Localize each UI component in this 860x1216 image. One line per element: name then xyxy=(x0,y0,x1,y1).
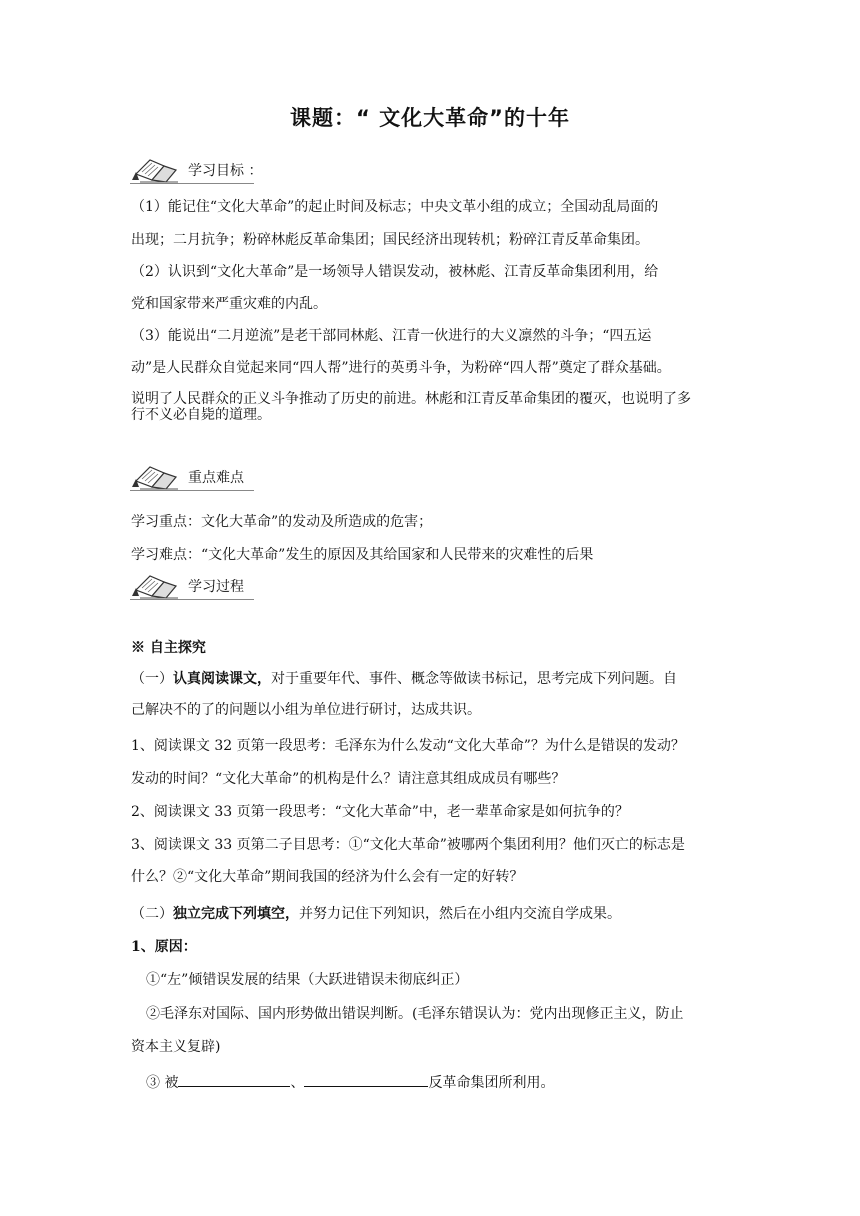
question-line: 3、阅读课文 33 页第二子目思考：①“文化大革命”被哪两个集团利用？他们灭亡的标志是 xyxy=(131,837,685,853)
instruction-emphasis: 认真阅读课文， xyxy=(173,671,271,687)
instruction-line: 己解决不的了的问题以小组为单位进行研讨，达成共识。 xyxy=(131,702,481,718)
instruction-line xyxy=(131,904,621,924)
section-header-process xyxy=(130,568,254,604)
open-book-icon xyxy=(130,568,182,600)
subsection-heading: ※ 自主探究 xyxy=(131,640,206,656)
open-book-icon xyxy=(130,459,182,491)
section-header-key-points xyxy=(130,459,254,495)
question-line: 发动的时间？“文化大革命”的机构是什么？请注意其组成成员有哪些？ xyxy=(131,771,566,787)
key-focus-line: 学习重点：文化大革命”的发动及所造成的危害； xyxy=(131,514,433,530)
section-header-goals xyxy=(130,152,263,188)
open-book-icon xyxy=(130,152,182,184)
instruction-text: 并努力记住下列知识，然后在小组内交流自学成果。 xyxy=(299,906,621,922)
fill-in-blank-1[interactable] xyxy=(178,1071,290,1087)
cause-item: ②毛泽东对国际、国内形势做出错误判断。(毛泽东错误认为：党内出现修正主义，防止 xyxy=(146,1006,684,1022)
instruction-line xyxy=(131,669,677,689)
section-label: 学习目标 ： xyxy=(188,163,263,179)
goal-line: 动”是人民群众自觉起来同“四人帮”进行的英勇斗争，为粉碎“四人帮”奠定了群众基础。 xyxy=(131,360,671,376)
instruction-text: 对于重要年代、事件、概念等做读书标记，思考完成下列问题。自 xyxy=(271,671,677,687)
goal-line: 党和国家带来严重灾难的内乱。 xyxy=(131,296,327,312)
section-divider xyxy=(130,183,254,184)
instruction-emphasis: 独立完成下列填空， xyxy=(173,906,299,922)
instruction-prefix: （二） xyxy=(131,906,173,922)
cause-heading: 1、原因： xyxy=(131,939,197,955)
fill-in-separator: 、 xyxy=(290,1075,305,1091)
question-line: 2、阅读课文 33 页第一段思考：“文化大革命”中，老一辈革命家是如何抗争的？ xyxy=(131,804,629,820)
cause-item: 资本主义复辟) xyxy=(131,1039,221,1055)
goal-line: 说明了人民群众的正义斗争推动了历史的前进。林彪和江青反革命集团的覆灭，也说明了多 xyxy=(131,391,691,407)
section-divider xyxy=(130,490,254,491)
goal-line: （2）认识到“文化大革命”是一场领导人错误发动，被林彪、江青反革命集团利用，给 xyxy=(131,264,659,280)
key-difficulty-line: 学习难点：“文化大革命”发生的原因及其给国家和人民带来的灾难性的后果 xyxy=(131,547,594,563)
fill-in-blank-2[interactable] xyxy=(304,1071,428,1087)
instruction-prefix: （一） xyxy=(131,671,173,687)
fill-in-item xyxy=(146,1071,554,1093)
section-divider xyxy=(130,599,254,600)
goal-line: 出现；二月抗争；粉碎林彪反革命集团；国民经济出现转机；粉碎江青反革命集团。 xyxy=(131,232,649,248)
goal-line: （3）能说出“二月逆流”是老干部同林彪、江青一伙进行的大义凛然的斗争；“四五运 xyxy=(131,328,652,344)
question-line: 什么？②“文化大革命”期间我国的经济为什么会有一定的好转？ xyxy=(131,869,524,885)
fill-in-suffix: 反革命集团所利用。 xyxy=(428,1075,555,1091)
goal-line: 行不义必自毙的道理。 xyxy=(131,407,271,423)
cause-item: ①“左”倾错误发展的结果（大跃进错误未彻底纠正） xyxy=(146,972,469,988)
goal-line: （1）能记住“文化大革命”的起止时间及标志；中央文革小组的成立；全国动乱局面的 xyxy=(131,199,659,215)
question-line: 1、阅读课文 32 页第一段思考：毛泽东为什么发动“文化大革命”？为什么是错误的发动？ xyxy=(131,738,685,754)
page-title: 课题：“ 文化大革命”的十年 xyxy=(290,106,570,130)
section-label: 学习过程 xyxy=(188,579,244,595)
fill-in-prefix: ③ 被 xyxy=(146,1075,179,1091)
section-label: 重点难点 xyxy=(188,470,244,486)
